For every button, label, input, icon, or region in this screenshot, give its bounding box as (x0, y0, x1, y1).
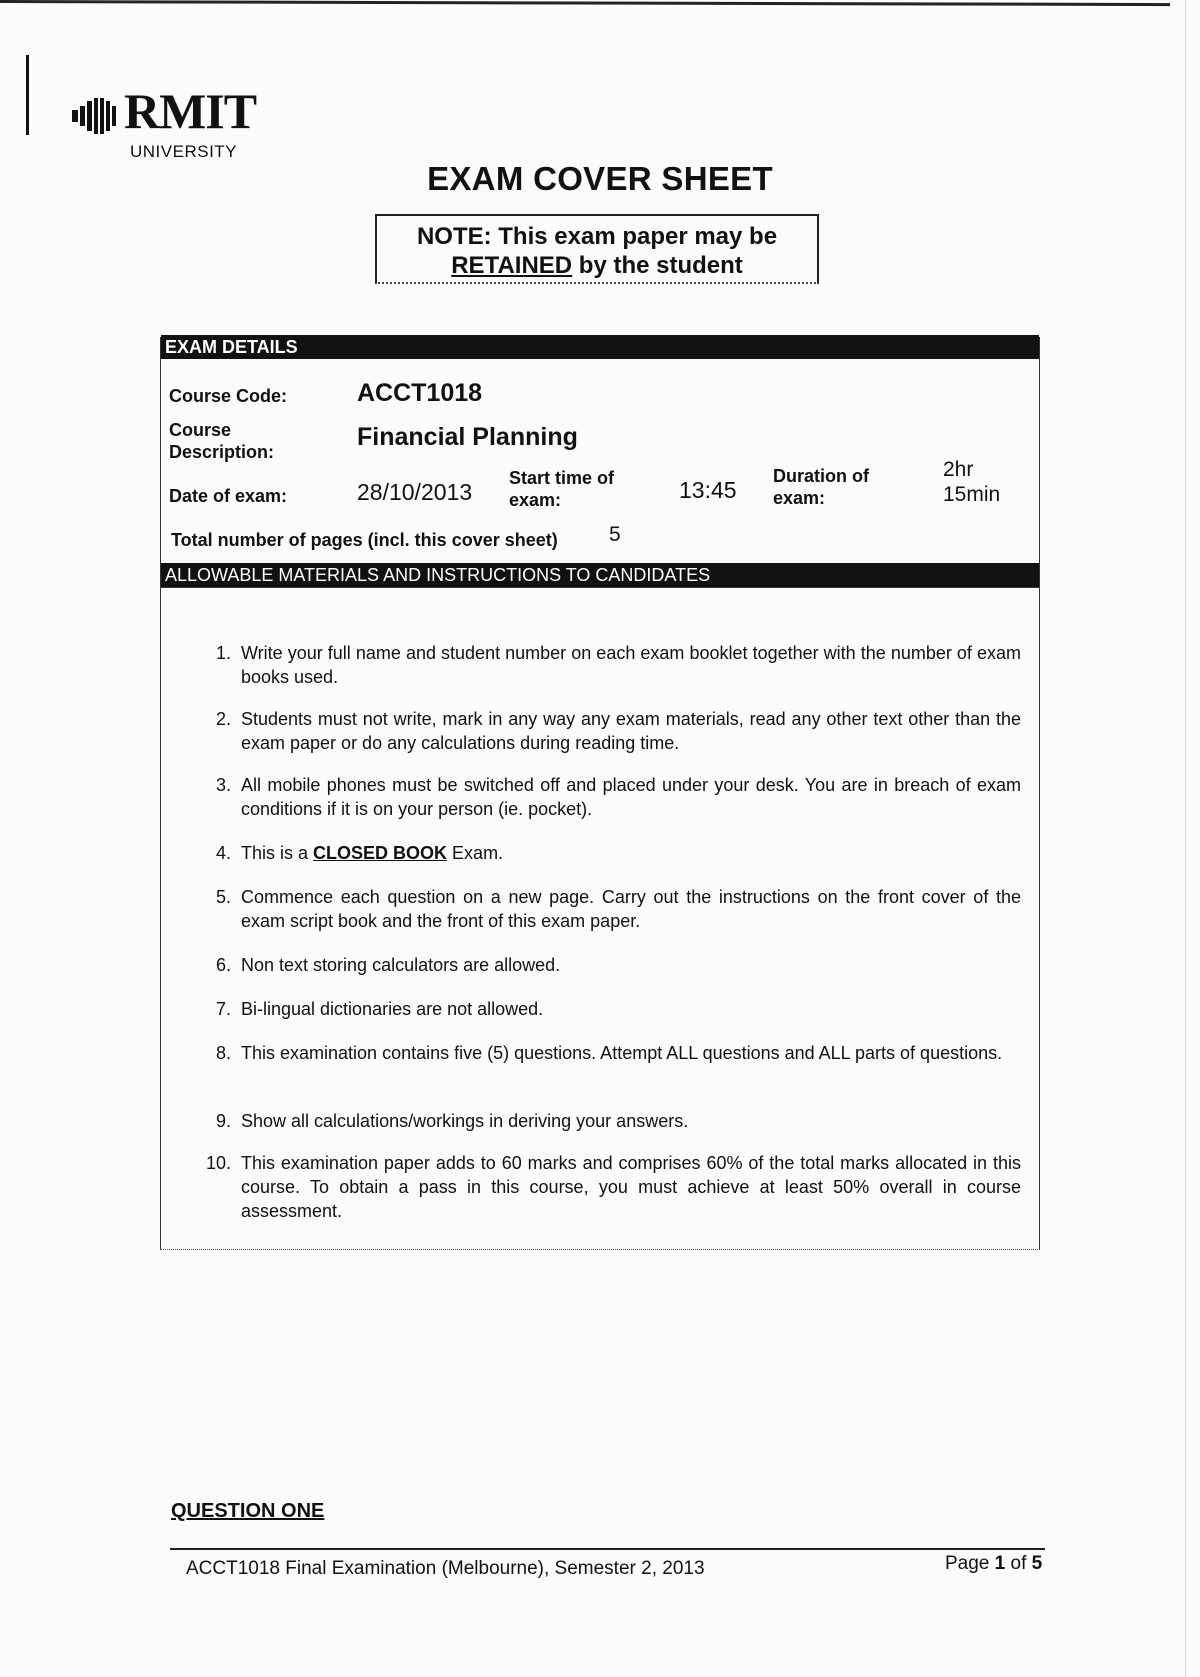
instruction-number: 9. (215, 1111, 231, 1131)
instruction-text: All mobile phones must be switched off and placed under your desk. You are in breach of exam conditions if it is on your person (ie. pocket). (241, 775, 1021, 819)
instructions-heading: ALLOWABLE MATERIALS AND INSTRUCTIONS TO CANDIDATES (161, 563, 1039, 587)
instruction-text-start: This is a (241, 843, 314, 863)
instruction-text: Show all calculations/workings in deriving your answers. (241, 1111, 689, 1131)
date-of-exam-value: 28/10/2013 (357, 479, 473, 505)
duration-label: Duration of exam: (773, 466, 869, 508)
rmit-pixel-logo-icon (72, 98, 120, 134)
instruction-number: 6. (215, 955, 231, 975)
scan-edge-top (0, 0, 1170, 6)
course-code-value: ACCT1018 (357, 379, 483, 407)
duration-value: 2hr 15min (943, 458, 1001, 506)
instruction-text: Commence each question on a new page. Carry out the instructions on the front cover of the exam script book and the front of this exam paper. (241, 887, 1021, 931)
instruction-text: Bi-lingual dictionaries are not allowed. (241, 999, 544, 1019)
footer-page-number (945, 1553, 1042, 1575)
course-description-label: Course Description: (169, 420, 275, 462)
page-prefix: Page (945, 1553, 995, 1574)
instruction-number: 2. (215, 709, 231, 729)
instruction-number: 8. (215, 1043, 231, 1063)
page-title: EXAM COVER SHEET (427, 160, 773, 197)
logo-wordmark: RMIT (124, 83, 257, 139)
course-code-label: Course Code: (169, 386, 288, 406)
retain-note-box (375, 214, 819, 284)
scan-mark-left (26, 55, 29, 135)
instruction-text: This examination paper adds to 60 marks and comprises 60% of the total marks allocated in this course. To obtain a pass in this course, you must achieve at least 50% overall in course assessment. (241, 1153, 1021, 1221)
exam-details-heading: EXAM DETAILS (161, 335, 1039, 359)
instruction-number: 1. (215, 643, 231, 663)
instruction-text: Write your full name and student number on each exam booklet together with the number of exam books used. (241, 643, 1021, 687)
instruction-number: 10. (205, 1153, 231, 1173)
total-pages: 5 (1031, 1553, 1043, 1574)
start-time-label: Start time of exam: (509, 468, 615, 510)
instruction-text (241, 841, 1021, 865)
instruction-number: 4. (215, 843, 231, 863)
footer-divider (170, 1548, 1045, 1550)
total-pages-value: 5 (609, 523, 621, 546)
note-line-2 (377, 251, 817, 280)
page-mid: of (1005, 1553, 1032, 1574)
exam-details-section (160, 337, 1040, 588)
closed-book-emphasis: CLOSED BOOK (313, 843, 448, 863)
logo-subtitle: UNIVERSITY (130, 142, 238, 161)
instruction-text-end: Exam. (447, 843, 504, 863)
instruction-text: Non text storing calculators are allowed. (241, 955, 561, 975)
instruction-number: 7. (215, 999, 231, 1019)
current-page: 1 (994, 1553, 1006, 1574)
course-description-value: Financial Planning (357, 423, 578, 451)
scan-edge-right (1185, 0, 1186, 1677)
instruction-number: 5. (215, 887, 231, 907)
instruction-text: This examination contains five (5) questions. Attempt ALL questions and ALL parts of questions. (241, 1043, 1003, 1063)
instructions-section (160, 587, 1040, 1250)
question-one-heading: QUESTION ONE (171, 1500, 325, 1522)
total-pages-label: Total number of pages (incl. this cover sheet) (171, 530, 558, 550)
note-retained: RETAINED (451, 252, 573, 279)
note-line-1: NOTE: This exam paper may be (416, 223, 778, 250)
note-line-2-rest: by the student (572, 252, 743, 279)
start-time-value: 13:45 (679, 477, 737, 503)
instruction-text: Students must not write, mark in any way any exam materials, read any other text other than the exam paper or do any calculations during reading time. (241, 709, 1021, 753)
date-of-exam-label: Date of exam: (169, 486, 288, 506)
footer-exam-info: ACCT1018 Final Examination (Melbourne), Semester 2, 2013 (186, 1558, 705, 1579)
instruction-number: 3. (215, 775, 231, 795)
